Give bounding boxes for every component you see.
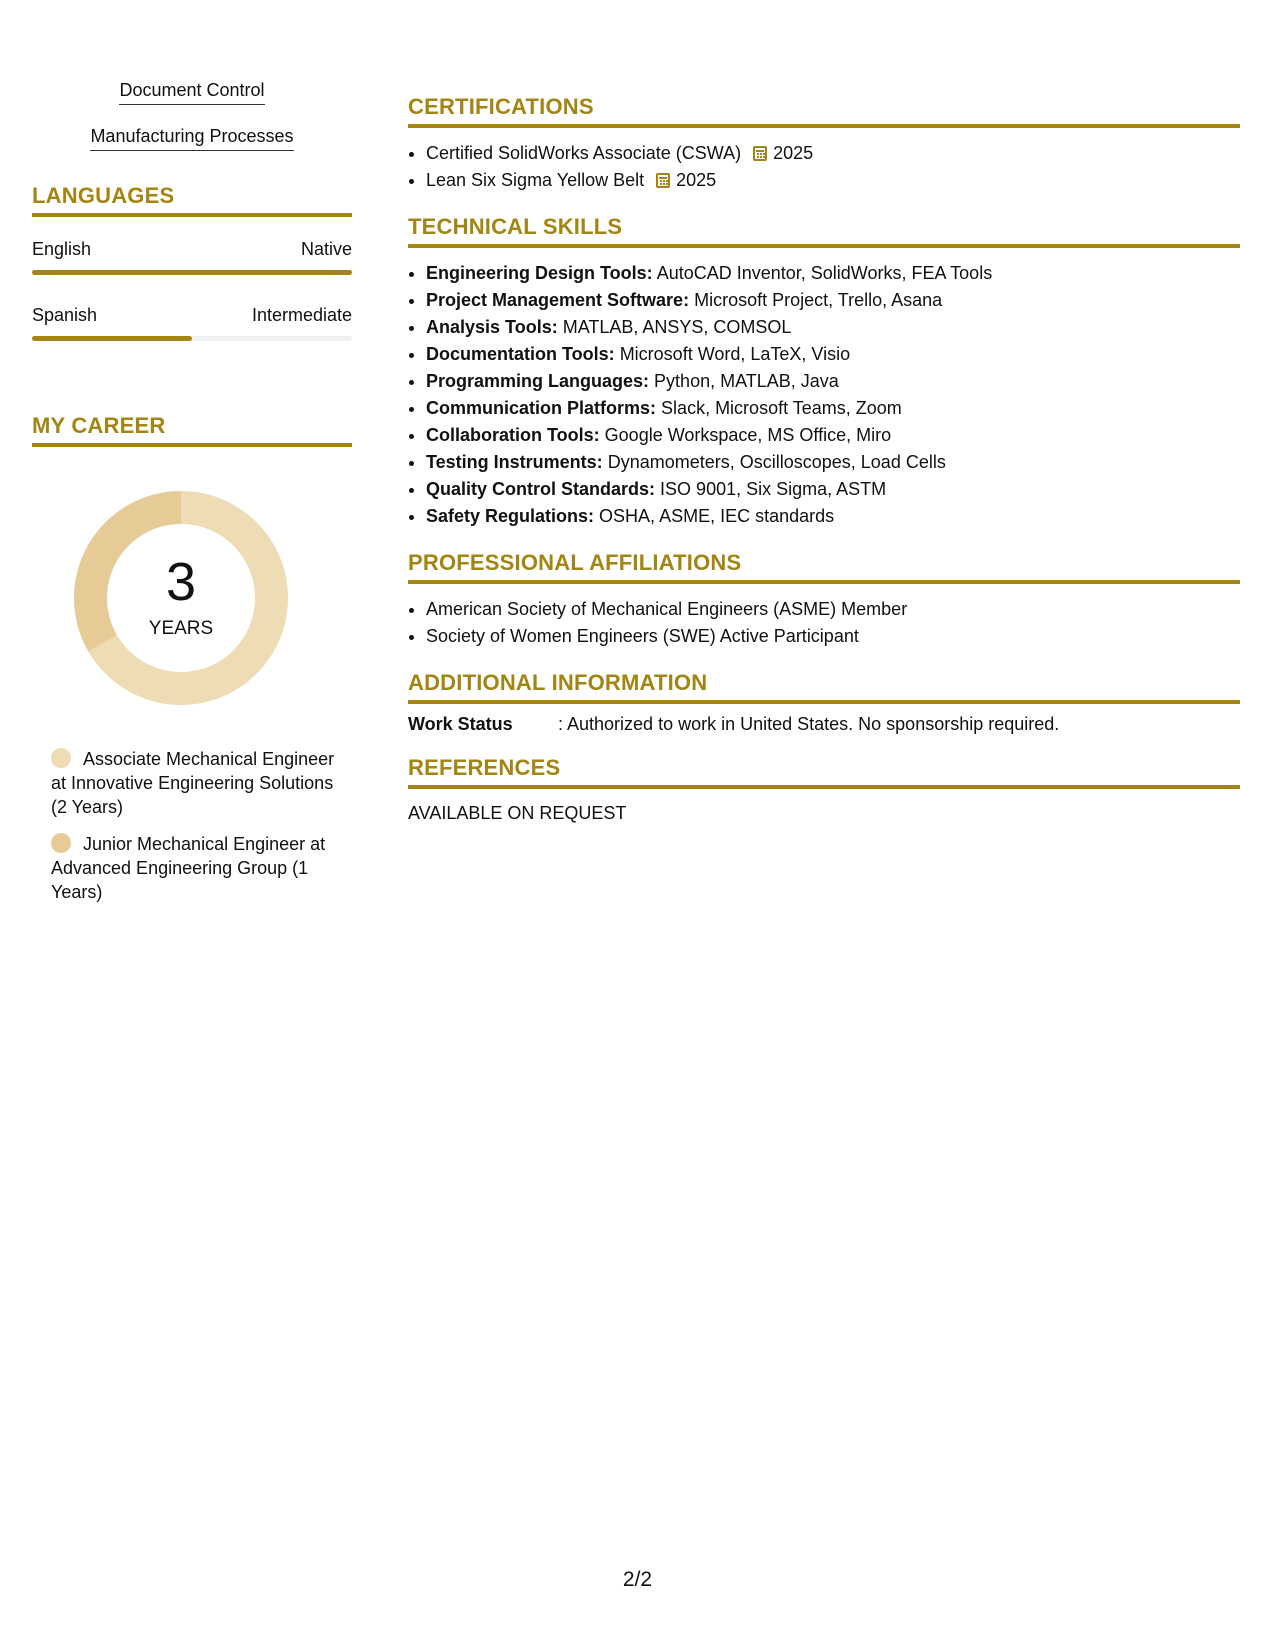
legend-dot [51,833,71,853]
skill-value: Dynamometers, Oscilloscopes, Load Cells [607,452,946,472]
skill-value: Google Workspace, MS Office, Miro [604,425,892,445]
legend-dot [51,748,71,768]
affiliation-item: • Society of Women Engineers (SWE) Active Participant [426,623,1240,650]
certifications-title: CERTIFICATIONS [408,94,1240,128]
languages-title: LANGUAGES [32,183,352,217]
skill-key: Documentation Tools: [426,344,615,364]
skill-item [426,368,1240,395]
affiliations-list [408,596,1240,650]
skill-key: Testing Instruments: [426,452,603,472]
language-level: Native [300,239,352,259]
skill-item [426,476,1240,503]
affiliations-section [408,550,1240,650]
career-legend [32,747,352,904]
languages-section [32,183,352,341]
affiliation-item: • American Society of Mechanical Engineers (ASME) Member [426,596,1240,623]
left-column [32,80,352,917]
skill-value: Slack, Microsoft Teams, Zoom [661,398,902,418]
skill-value: AutoCAD Inventor, SolidWorks, FEA Tools [656,263,993,283]
work-status-value: : Authorized to work in United States. No sponsorship required. [558,714,1060,734]
language-bar [32,336,352,341]
language-bar-fill [32,270,352,275]
skill-tag-manufacturing-processes: Manufacturing Processes [90,126,293,151]
skill-item [426,503,1240,530]
career-legend-item [51,832,341,904]
language-name: English [32,239,92,259]
certification-item [426,140,1240,167]
skill-value: OSHA, ASME, IEC standards [599,506,835,526]
language-level: Intermediate [251,305,352,325]
certification-item [426,167,1240,194]
skill-key: Project Management Software: [426,290,690,310]
skill-item [426,287,1240,314]
language-item-spanish [32,305,352,341]
career-legend-label: Associate Mechanical Engineer at Innovative Engineering Solutions (2 Years) [51,749,335,817]
right-column [408,94,1240,844]
skill-tag-document-control: Document Control [119,80,264,105]
skill-value: Python, MATLAB, Java [654,371,839,391]
technical-skills-section [408,214,1240,530]
career-legend-label: Junior Mechanical Engineer at Advanced Engineering Group (1 Years) [51,834,326,902]
career-total-unit: YEARS [148,618,214,639]
skill-value: Microsoft Project, Trello, Asana [694,290,943,310]
references-section [408,755,1240,824]
work-status-label: Work Status [408,714,513,734]
skill-key: Quality Control Standards: [426,479,656,499]
skill-value: MATLAB, ANSYS, COMSOL [562,317,792,337]
additional-info-section [408,670,1240,735]
skill-key: Safety Regulations: [426,506,595,526]
career-title: MY CAREER [32,413,352,447]
skill-item [426,314,1240,341]
career-donut [66,483,296,713]
skill-value: ISO 9001, Six Sigma, ASTM [660,479,887,499]
skill-key: Communication Platforms: [426,398,657,418]
certification-name: Certified SolidWorks Associate (CSWA) [426,143,742,163]
skill-item [426,341,1240,368]
calendar-icon [656,173,670,188]
language-bar-fill [32,336,192,341]
skill-item [426,449,1240,476]
affiliations-title: PROFESSIONAL AFFILIATIONS [408,550,1240,584]
skill-item [426,395,1240,422]
language-item-english [32,239,352,275]
certification-year: 2025 [676,170,717,190]
references-title: REFERENCES [408,755,1240,789]
skill-value: Microsoft Word, LaTeX, Visio [619,344,851,364]
skill-key: Engineering Design Tools: [426,263,653,283]
certifications-list [408,140,1240,194]
certification-name: Lean Six Sigma Yellow Belt [426,170,645,190]
technical-skills-title: TECHNICAL SKILLS [408,214,1240,248]
certification-year: 2025 [773,143,814,163]
page-number: 2/2 [622,1568,653,1591]
career-section [32,413,352,904]
skill-item [426,260,1240,287]
skill-key: Programming Languages: [426,371,650,391]
skill-tag-wrap [32,80,352,105]
language-bar [32,270,352,275]
references-text: AVAILABLE ON REQUEST [408,803,627,823]
skill-item [426,422,1240,449]
certifications-section [408,94,1240,194]
career-legend-item [51,747,341,819]
language-name: Spanish [32,305,98,325]
calendar-icon [753,146,767,161]
skill-key: Collaboration Tools: [426,425,600,445]
work-status-row [408,714,1240,735]
skill-key: Analysis Tools: [426,317,558,337]
technical-skills-list [408,260,1240,530]
skill-tag-wrap [32,126,352,151]
career-total-years: 3 [165,552,197,612]
additional-info-title: ADDITIONAL INFORMATION [408,670,1240,704]
